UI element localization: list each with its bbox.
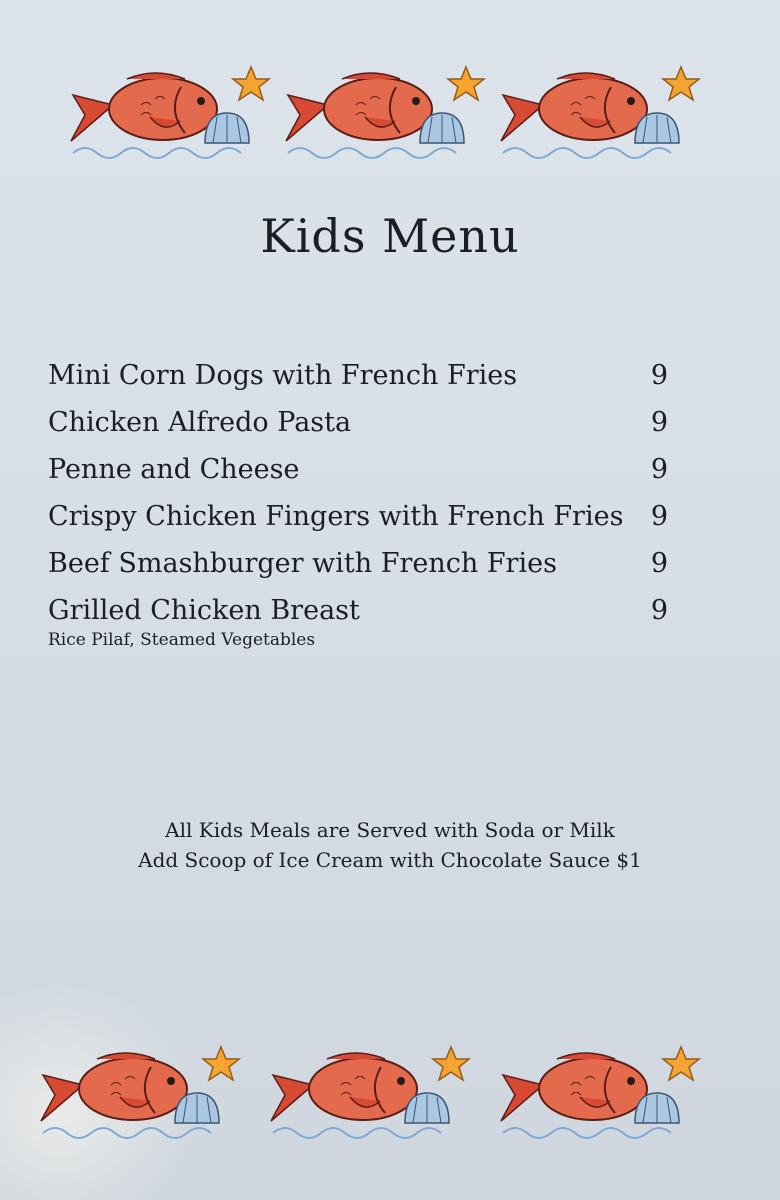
bottom-fish-border xyxy=(0,1035,780,1155)
menu-item xyxy=(48,540,668,587)
wave-icon xyxy=(503,1128,671,1138)
top-fish-border xyxy=(0,55,780,175)
starfish-icon xyxy=(663,67,699,100)
menu-item-name: Grilled Chicken Breast xyxy=(48,595,360,626)
wave-icon xyxy=(288,148,456,158)
menu-title: Kids Menu xyxy=(260,208,520,263)
menu-list xyxy=(48,352,668,650)
menu-item-name: Chicken Alfredo Pasta xyxy=(48,407,352,438)
wave-icon xyxy=(503,148,671,158)
menu-item-price: 9 xyxy=(650,407,668,438)
menu-item xyxy=(48,493,668,540)
menu-item-name: Mini Corn Dogs with French Fries xyxy=(48,360,518,391)
fish-icon xyxy=(501,73,647,141)
fish-icon xyxy=(41,1053,187,1121)
menu-item-price: 9 xyxy=(650,360,668,391)
starfish-icon xyxy=(233,67,269,100)
menu-item-name: Penne and Cheese xyxy=(48,454,300,485)
menu-item xyxy=(48,352,668,399)
wave-icon xyxy=(73,148,241,158)
notes-drink-line: All Kids Meals are Served with Soda or Milk xyxy=(165,818,615,842)
fish-icon xyxy=(501,1053,647,1121)
menu-notes xyxy=(120,815,660,875)
fish-icon xyxy=(71,73,217,141)
menu-item xyxy=(48,446,668,493)
menu-item xyxy=(48,587,668,634)
menu-item-description: Rice Pilaf, Steamed Vegetables xyxy=(48,630,316,650)
menu-item-price: 9 xyxy=(650,548,668,579)
wave-icon xyxy=(43,1128,211,1138)
menu-item-name: Beef Smashburger with French Fries xyxy=(48,548,557,579)
notes-ice-cream-line: Add Scoop of Ice Cream with Chocolate Sauce $1 xyxy=(138,848,642,872)
starfish-icon xyxy=(203,1047,239,1080)
menu-item-price: 9 xyxy=(650,501,668,532)
starfish-icon xyxy=(448,67,484,100)
fish-icon xyxy=(271,1053,417,1121)
wave-icon xyxy=(273,1128,441,1138)
starfish-icon xyxy=(433,1047,469,1080)
menu-item-price: 9 xyxy=(650,454,668,485)
starfish-icon xyxy=(663,1047,699,1080)
menu-item xyxy=(48,399,668,446)
menu-item-name: Crispy Chicken Fingers with French Fries xyxy=(48,501,624,532)
fish-icon xyxy=(286,73,432,141)
menu-item-price: 9 xyxy=(650,595,668,626)
